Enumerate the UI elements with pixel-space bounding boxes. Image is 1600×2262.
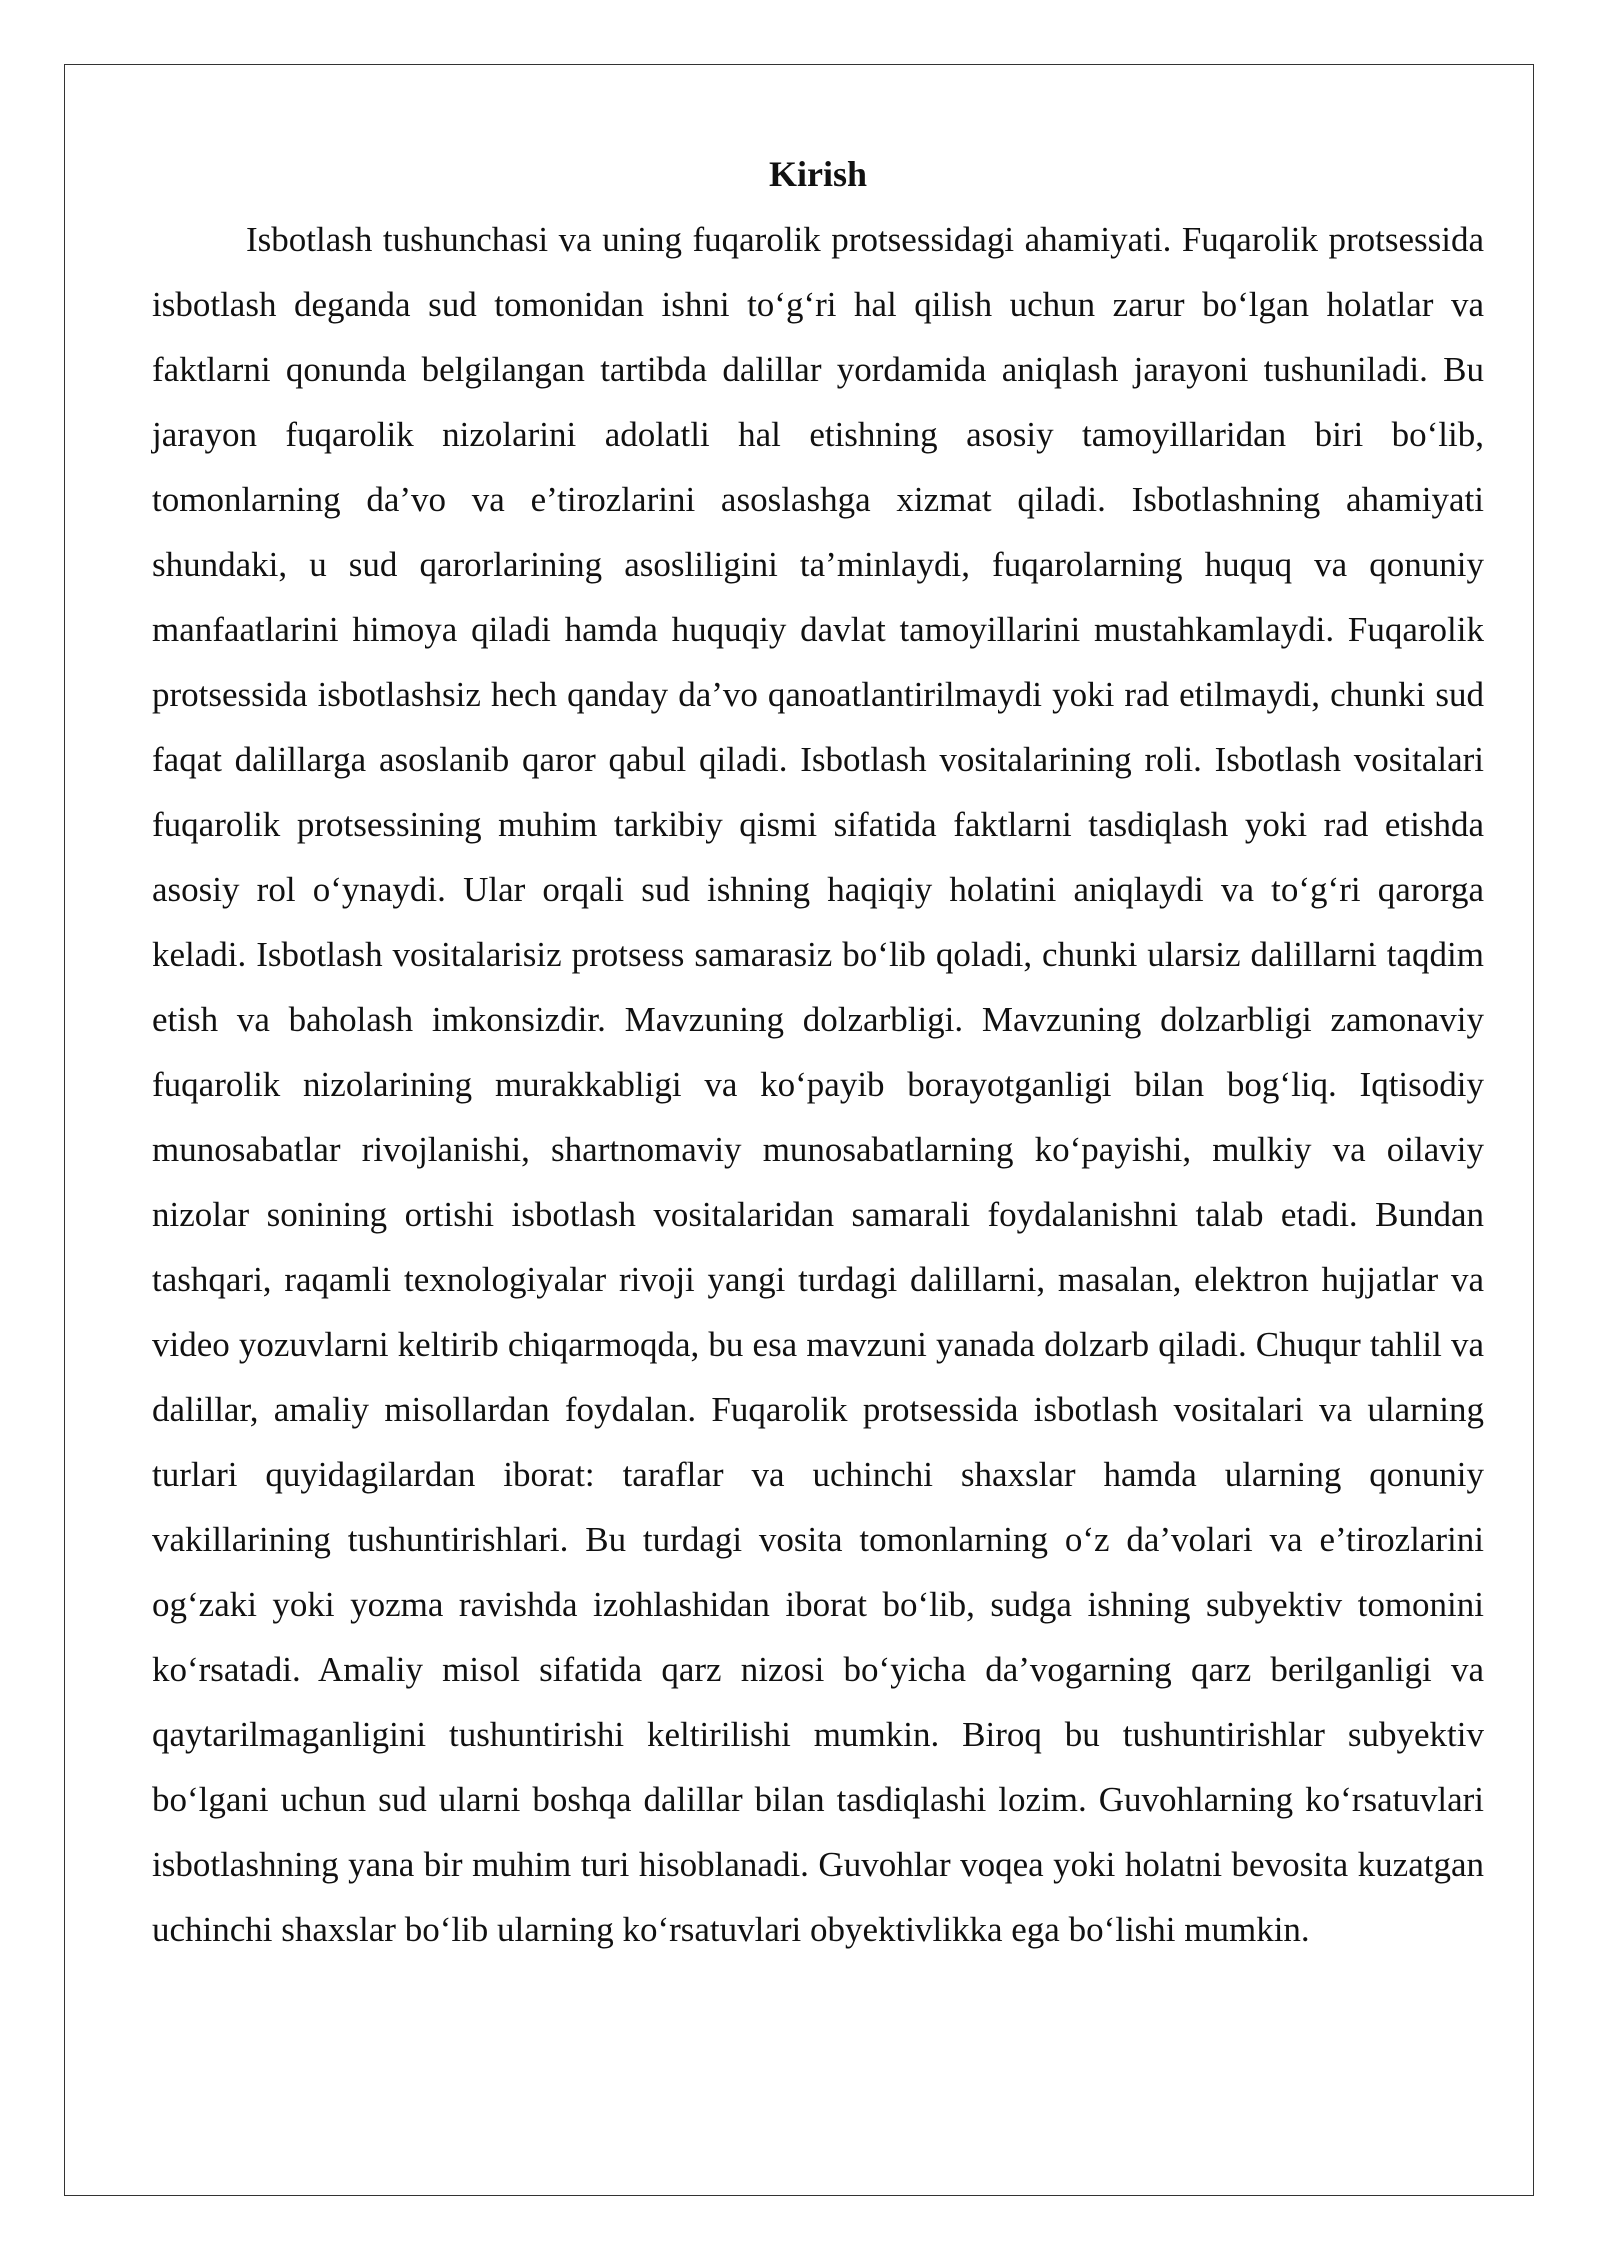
- document-body: [152, 142, 1484, 1962]
- body-paragraph: Isbotlash tushunchasi va uning fuqarolik protsessidagi ahamiyati. Fuqarolik protsessida isbotlash deganda sud tomonidan ishni to‘g‘ri hal qilish uchun zarur bo‘lgan holatlar va faktlarni qonunda belgilangan tartibda dalillar yordamida aniqlash jarayoni tushuniladi. Bu jarayon fuqarolik nizolarini adolatli hal etishning asosiy tamoyillaridan biri bo‘lib, tomonlarning da’vo va e’tirozlarini asoslashga xizmat qiladi. Isbotlashning ahamiyati shundaki, u sud qarorlarining asosliligini ta’minlaydi, fuqarolarning huquq va qonuniy manfaatlarini himoya qiladi hamda huquqiy davlat tamoyillarini mustahkamlaydi. Fuqarolik protsessida isbotlashsiz hech qanday da’vo qanoatlantirilmaydi yoki rad etilmaydi, chunki sud faqat dalillarga asoslanib qaror qabul qiladi. Isbotlash vositalarining roli. Isbotlash vositalari fuqarolik protsessining muhim tarkibiy qismi sifatida faktlarni tasdiqlash yoki rad etishda asosiy rol o‘ynaydi. Ular orqali sud ishning haqiqiy holatini aniqlaydi va to‘g‘ri qarorga keladi. Isbotlash vositalarisiz protsess samarasiz bo‘lib qoladi, chunki ularsiz dalillarni taqdim etish va baholash imkonsizdir. Mavzuning dolzarbligi. Mavzuning dolzarbligi zamonaviy fuqarolik nizolarining murakkabligi va ko‘payib borayotganligi bilan bog‘liq. Iqtisodiy munosabatlar rivojlanishi, shartnomaviy munosabatlarning ko‘payishi, mulkiy va oilaviy nizolar sonining ortishi isbotlash vositalaridan samarali foydalanishni talab etadi. Bundan tashqari, raqamli texnologiyalar rivoji yangi turdagi dalillarni, masalan, elektron hujjatlar va video yozuvlarni keltirib chiqarmoqda, bu esa mavzuni yanada dolzarb qiladi. Chuqur tahlil va dalillar, amaliy misollardan foydalan. Fuqarolik protsessida isbotlash vositalari va ularning turlari quyidagilardan iborat: taraflar va uchinchi shaxslar hamda ularning qonuniy vakillarining tushuntirishlari. Bu turdagi vosita tomonlarning o‘z da’volari va e’tirozlarini og‘zaki yoki yozma ravishda izohlashidan iborat bo‘lib, sudga ishning subyektiv tomonini ko‘rsatadi. Amaliy misol sifatida qarz nizosi bo‘yicha da’vogarning qarz berilganligi va qaytarilmaganligini tushuntirishi keltirilishi mumkin. Biroq bu tushuntirishlar subyektiv bo‘lgani uchun sud ularni boshqa dalillar bilan tasdiqlashi lozim. Guvohlarning ko‘rsatuvlari isbotlashning yana bir muhim turi hisoblanadi. Guvohlar voqea yoki holatni bevosita kuzatgan uchinchi shaxslar bo‘lib ularning ko‘rsatuvlari obyektivlikka ega bo‘lishi mumkin.: [152, 220, 1484, 1949]
- document-title: Kirish: [768, 154, 867, 194]
